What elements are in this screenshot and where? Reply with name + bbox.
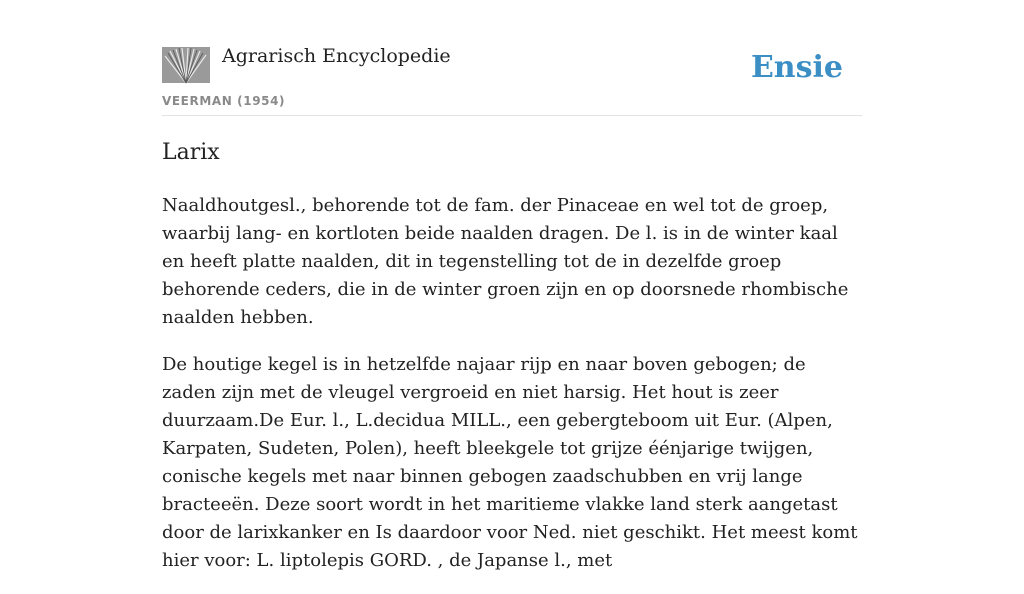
entry-body: [162, 192, 862, 594]
author-year: VEERMAN (1954): [162, 94, 286, 108]
header: [162, 0, 862, 116]
entry-paragraph: Naaldhoutgesl., behorende tot de fam. der Pinaceae en wel tot de groep, waarbij lang- en kortloten beide naalden dragen. De l. is in de winter kaal en heeft platte naalden, dit in tegenstelling tot de in dezelfde groep behorende ceders, die in de winter groen zijn en op doorsnede rhombische naalden hebben.: [162, 195, 849, 328]
brand-logo-link[interactable]: Ensie: [750, 50, 843, 85]
entry-paragraph: De houtige kegel is in hetzelfde najaar rijp en naar boven gebogen; de zaden zijn met de vleugel vergroeid en niet harsig. Het hout is zeer duurzaam.De Eur. l., L.decidua MILL., een gebergteboom uit Eur. (Alpen, Karpaten, Sudeten, Polen), heeft bleekgele tot grijze éénjarige twijgen, conische kegels met naar binnen gebogen zaadschubben en vrij lange bracteeën. Deze soort wordt in het maritieme vlakke land sterk aangetast door de larixkanker en Is daardoor voor Ned. niet geschikt. Het meest komt hier voor: L. liptolepis GORD. , de Japanse l., met: [162, 354, 858, 571]
entry-title: Larix: [162, 140, 220, 165]
content-container: [162, 0, 862, 571]
publication-title[interactable]: Agrarisch Encyclopedie: [222, 45, 451, 67]
wheat-sheaf-icon[interactable]: [162, 47, 210, 83]
